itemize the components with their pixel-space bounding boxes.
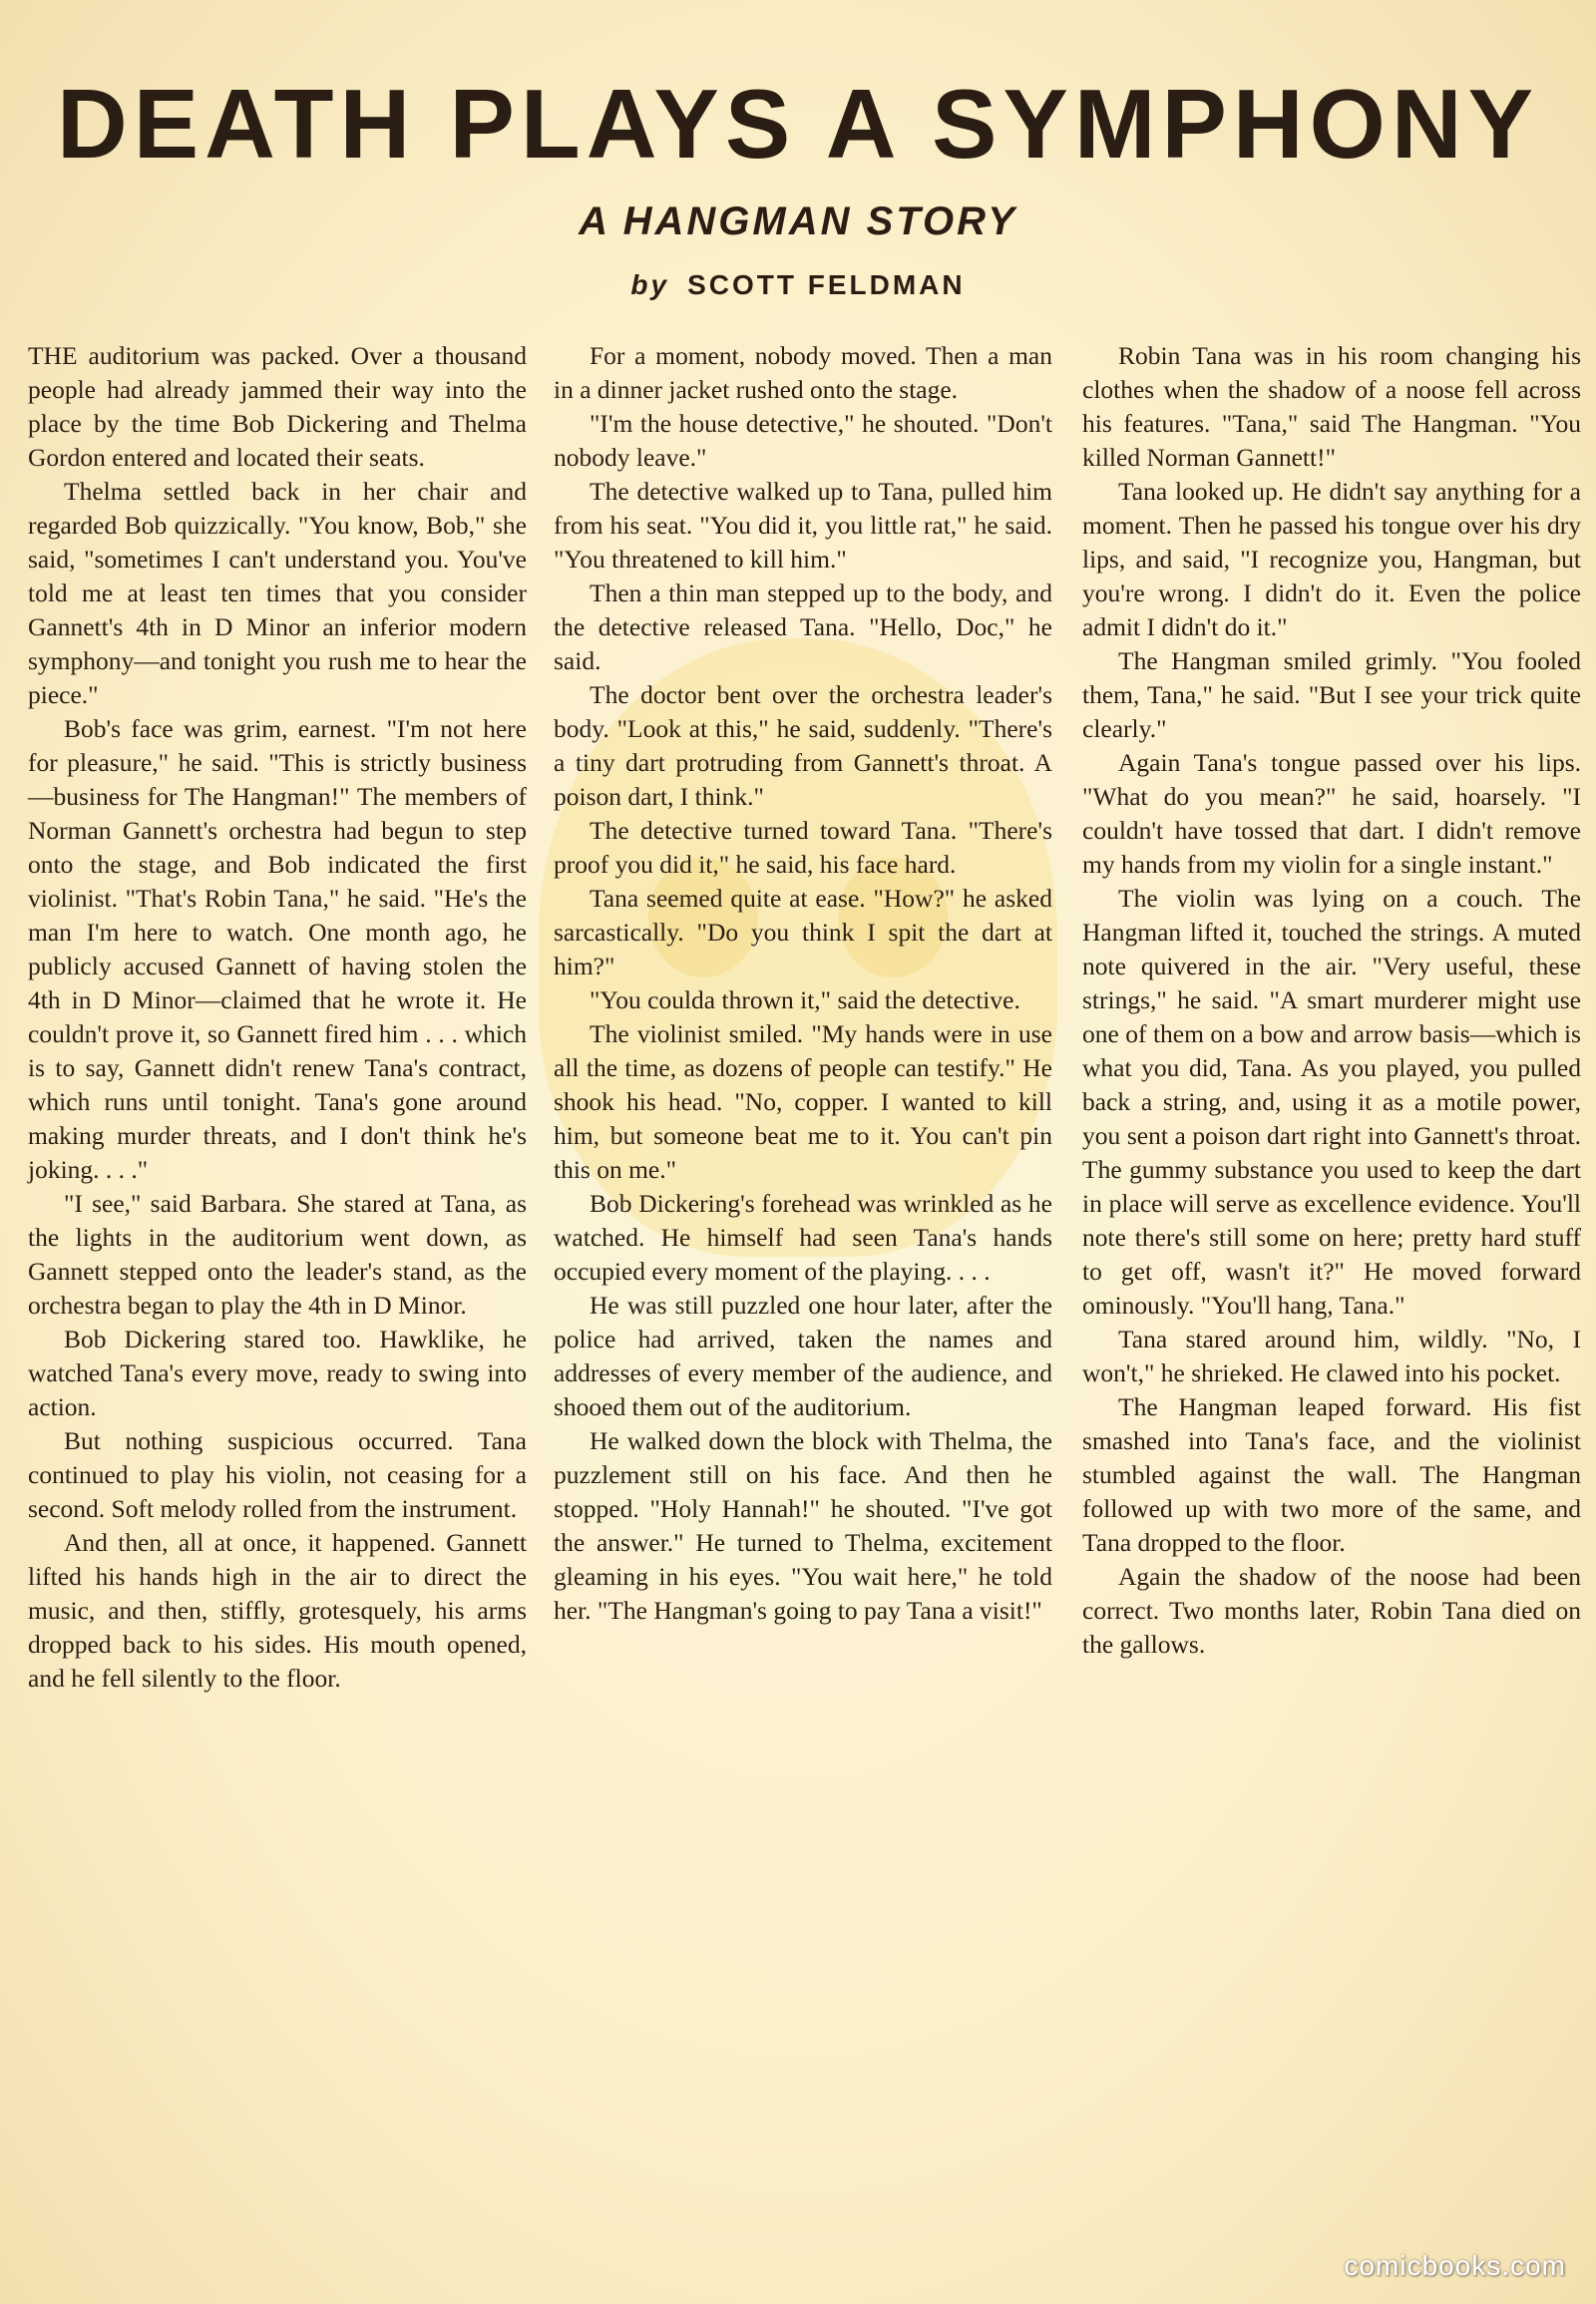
paragraph: The Hangman leaped forward. His fist smashed into Tana's face, and the violinist stumbled against the wall. The Hangman followed up with two more of the same, and Tana dropped to the floor. xyxy=(1082,1392,1581,1557)
text-column-2 xyxy=(554,339,1052,1628)
paragraph: But nothing suspicious occurred. Tana continued to play his violin, not ceasing for a second. Soft melody rolled from the instrument. xyxy=(28,1426,527,1523)
paragraph: He walked down the block with Thelma, the puzzlement still on his face. And then he stopped. "Holy Hannah!" he shouted. "I've got the answer." He turned to Thelma, excitement gleaming in his eyes. "You wait here," he told her. "The Hangman's going to pay Tana a visit!" xyxy=(554,1426,1052,1625)
paragraph: The detective walked up to Tana, pulled him from his seat. "You did it, you little rat," he said. "You threatened to kill him." xyxy=(554,477,1052,574)
paragraph: Thelma settled back in her chair and regarded Bob quizzically. "You know, Bob," she said, "sometimes I can't understand you. You've told me at least ten times that you consider Gannett's 4th in D Minor an inferior modern symphony—and tonight you rush me to hear the piece." xyxy=(28,477,527,709)
author-name: SCOTT FELDMAN xyxy=(687,269,966,300)
paragraph: The Hangman smiled grimly. "You fooled them, Tana," he said. "But I see your trick quite clearly." xyxy=(1082,646,1581,743)
paragraph: Bob Dickering stared too. Hawklike, he watched Tana's every move, ready to swing into action. xyxy=(28,1325,527,1421)
paragraph: Tana seemed quite at ease. "How?" he asked sarcastically. "Do you think I spit the dart at him?" xyxy=(554,884,1052,980)
byline-by: by xyxy=(630,269,670,300)
text-column-1 xyxy=(28,339,527,1696)
paragraph: The detective turned toward Tana. "There's proof you did it," he said, his face hard. xyxy=(554,816,1052,879)
watermark: comicbooks.com xyxy=(1344,2250,1566,2281)
story-subtitle: A HANGMAN STORY xyxy=(579,199,1017,243)
paragraph: Then a thin man stepped up to the body, and the detective released Tana. "Hello, Doc," he said. xyxy=(554,578,1052,675)
paragraph: The violinist smiled. "My hands were in use all the time, as dozens of people can testify." He shook his head. "No, copper. I wanted to kill him, but someone beat me to it. You can't pin this on me." xyxy=(554,1019,1052,1184)
paragraph: "I see," said Barbara. She stared at Tana, as the lights in the auditorium went down, as Gannett stepped onto the leader's stand, as the orchestra began to play the 4th in D Minor. xyxy=(28,1189,527,1320)
paragraph: For a moment, nobody moved. Then a man in a dinner jacket rushed onto the stage. xyxy=(554,341,1052,404)
paragraph: The doctor bent over the orchestra leader's body. "Look at this," he said, suddenly. "There's a tiny dart protruding from Gannett's throat. A poison dart, I think." xyxy=(554,680,1052,811)
paragraph: The violin was lying on a couch. The Hangman lifted it, touched the strings. A muted note quivered in the air. "Very useful, these strings," he said. "A smart murderer might use one of them on a bow and arrow basis—which is what you did, Tana. As you played, you pulled back a string, and, using it as a motile power, you sent a poison dart right into Gannett's throat. The gummy substance you used to keep the dart in place will serve as excellence evidence. You'll note there's still some on here; pretty hard stuff to get off, wasn't it?" He moved forward ominously. "You'll hang, Tana." xyxy=(1082,884,1581,1320)
paragraph: Robin Tana was in his room changing his clothes when the shadow of a noose fell across his features. "Tana," said The Hangman. "You killed Norman Gannett!" xyxy=(1082,341,1581,472)
paragraph: He was still puzzled one hour later, after the police had arrived, taken the names and addresses of every member of the audience, and shooed them out of the auditorium. xyxy=(554,1291,1052,1421)
paragraph: Tana stared around him, wildly. "No, I won't," he shrieked. He clawed into his pocket. xyxy=(1082,1325,1581,1387)
story-title: DEATH PLAYS A SYMPHONY xyxy=(56,69,1540,179)
text-column-3 xyxy=(1082,339,1581,1662)
paragraph: "I'm the house detective," he shouted. "Don't nobody leave." xyxy=(554,409,1052,472)
paragraph: Tana looked up. He didn't say anything for a moment. Then he passed his tongue over his dry lips, and said, "I recognize you, Hangman, but you're wrong. I didn't do it. Even the police admit I didn't do it." xyxy=(1082,477,1581,641)
paragraph: Again the shadow of the noose had been correct. Two months later, Robin Tana died on the gallows. xyxy=(1082,1562,1581,1659)
byline xyxy=(0,269,1596,301)
paragraph: And then, all at once, it happened. Gannett lifted his hands high in the air to direct the music, and then, stiffly, grotesquely, his arms dropped back to his sides. His mouth opened, and he fell silently to the floor. xyxy=(28,1528,527,1693)
paragraph: Again Tana's tongue passed over his lips. "What do you mean?" he said, hoarsely. "I couldn't have tossed that dart. I didn't remove my hands from my violin for a single instant." xyxy=(1082,748,1581,879)
paragraph: THE auditorium was packed. Over a thousand people had already jammed their way into the place by the time Bob Dickering and Thelma Gordon entered and located their seats. xyxy=(28,341,527,472)
paragraph: Bob's face was grim, earnest. "I'm not here for pleasure," he said. "This is strictly business—business for The Hangman!" The members of Norman Gannett's orchestra had begun to step onto the stage, and Bob indicated the first violinist. "That's Robin Tana," he said. "He's the man I'm here to watch. One month ago, he publicly accused Gannett of having stolen the 4th in D Minor—claimed that he wrote it. He couldn't prove it, so Gannett fired him . . . which is to say, Gannett didn't renew Tana's contract, which runs until tonight. Tana's gone around making murder threats, and I don't think he's joking. . . ." xyxy=(28,714,527,1184)
paragraph: "You coulda thrown it," said the detective. xyxy=(590,985,1020,1014)
paragraph: Bob Dickering's forehead was wrinkled as he watched. He himself had seen Tana's hands occupied every moment of the playing. . . . xyxy=(554,1189,1052,1286)
